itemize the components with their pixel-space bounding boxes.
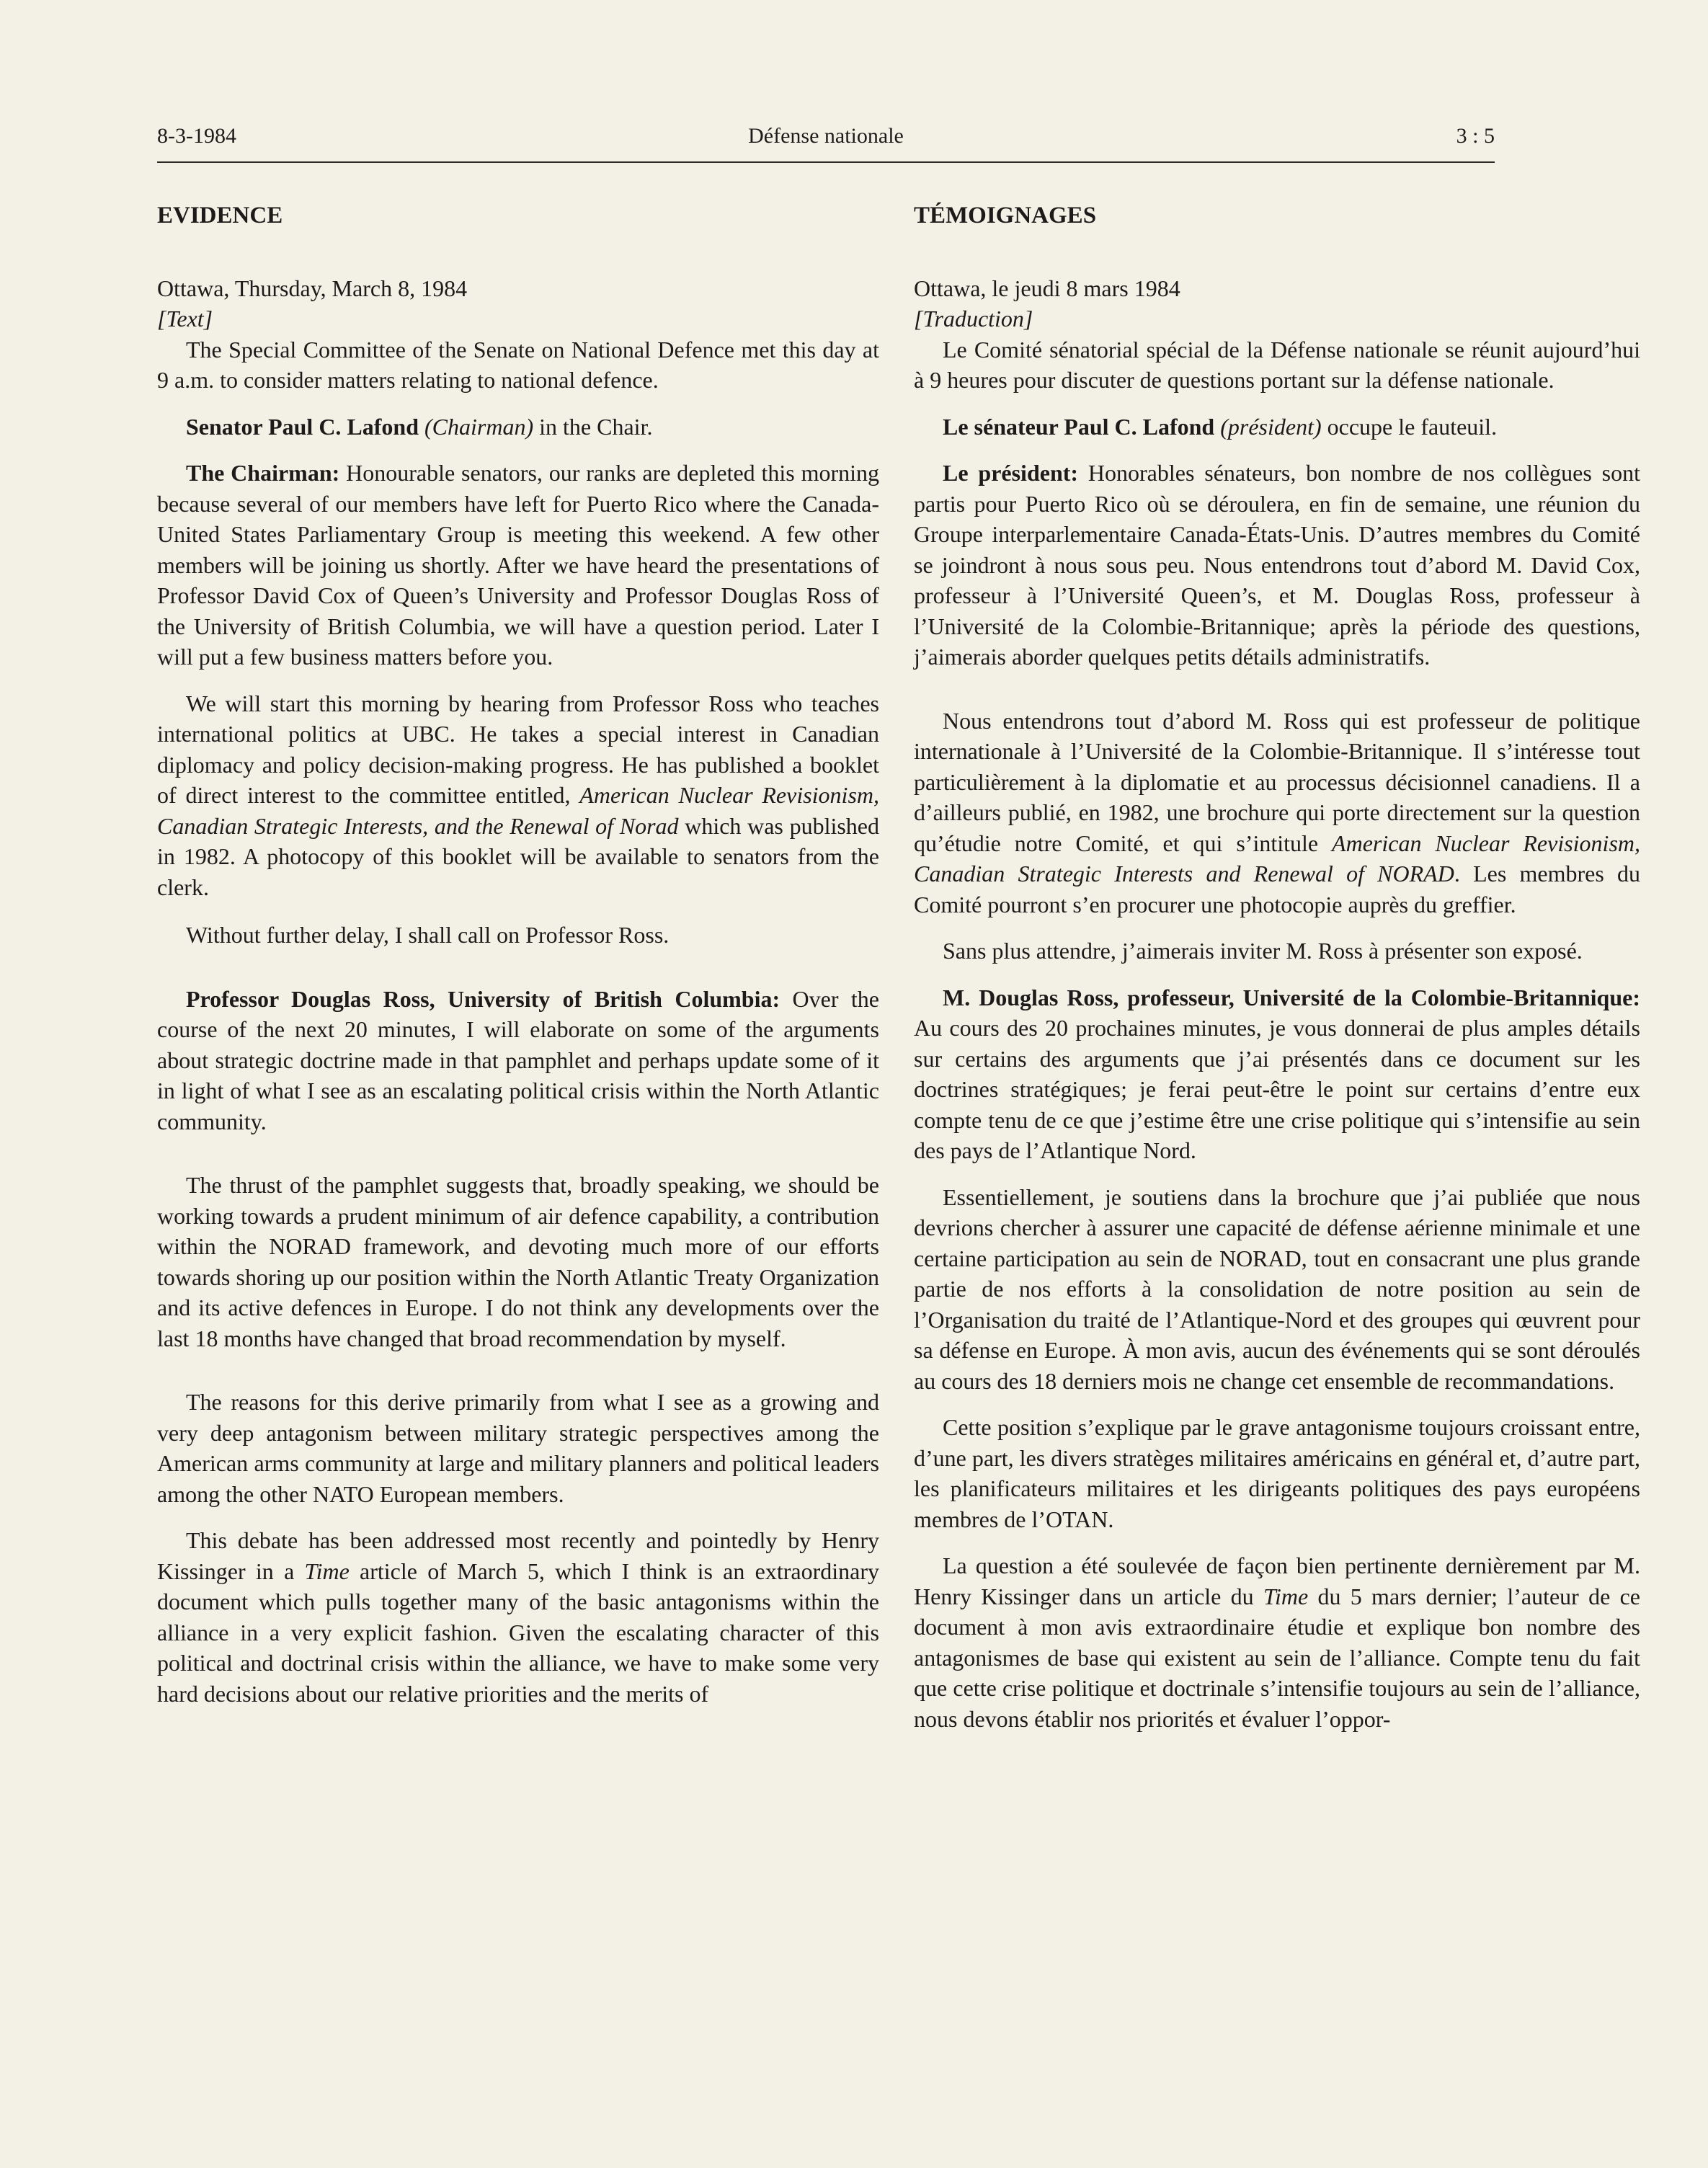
magazine-name: Time [304,1558,350,1584]
chair-rest: in the Chair. [533,413,653,440]
chair-paragraph [914,412,1640,443]
debate-text-a: La question a été soulevée de façon bien pertinente dernièrement par M. Henry Kissinger dans un article du [914,1552,1640,1609]
chairman-paragraph [157,458,879,672]
booklet-title: American Nuclear Revisionism, Canadian Strategic Interests, and the Renewal of Norad [157,782,880,839]
header-title: Défense nationale [748,124,904,148]
ross-intro-text-b: . Les membres du Comité pourront s’en procurer une photocopie auprès du greffier. [914,861,1641,918]
session-place-date: Ottawa, le jeudi 8 mars 1984 [914,275,1180,301]
ross-paragraph [914,982,1640,1166]
reasons-paragraph: Cette position s’explique par le grave antagonisme toujours croissant entre, d’une part, les divers stratèges militaires américains en général et, d’autre part, les planificateurs militaires et les dirigeants politiques des pays européens membres de l’OTAN. [914,1414,1640,1532]
ross-paragraph [157,984,879,1137]
magazine-name: Time [1263,1583,1309,1609]
thrust-paragraph: Essentiellement, je soutiens dans la brochure que j’ai publiée que nous devrions chercher à assurer une capacité de défense aérienne minimale et une certaine participation au sein de NORAD, tout en consacrant une plus grande partie de nos efforts à la consolidation de notre position au sein de l’Organisation du traité de l’Atlantique-Nord et des groupes qui œuvrent pour sa défense en Europe. À mon avis, aucun des événements qui se sont déroulés au cours des 18 derniers mois ne change cet ensemble de recommandations. [914,1183,1640,1394]
chair-paragraph [157,412,879,443]
ross-intro-text-a: Nous entendrons tout d’abord M. Ross qui est professeur de politique internationale à l’Université de la Colombie-Britannique. Il s’intéresse tout particulièrement à la diplomatie et au processus décisionnel canadiens. Il a d’ailleurs publié, en 1982, une brochure qui porte directement sur la question qu’étudie notre Comité, et qui s’intitule [914,707,1640,856]
speaker-text: Au cours des 20 prochaines minutes, je vous donnerai de plus amples détails sur certains des arguments que j’ai présentés dans ce document sur les doctrines stratégiques; je ferai peut-être le point sur certains d’entre eux compte tenu de ce que j’estime être une crise politique qui s’intensifie au sein des pays de l’Atlantique Nord. [914,1015,1640,1163]
call-paragraph: Sans plus attendre, j’aimerais inviter M. Ross à présenter son exposé. [943,938,1583,964]
section-heading: EVIDENCE [157,203,283,228]
call-paragraph: Without further delay, I shall call on Professor Ross. [186,922,670,948]
english-column [157,200,879,1725]
chair-role: (président) [1220,413,1322,440]
french-column [914,200,1640,1750]
opening-paragraph: Le Comité sénatorial spécial de la Défense nationale se réunit aujourd’hui à 9 heures pour discuter de questions portant sur la défense nationale. [914,336,1640,393]
chair-role: (Chairman) [424,413,534,440]
debate-text-a: This debate has been addressed most recently and pointedly by Henry Kissinger in a [157,1527,879,1584]
chairman-paragraph [914,458,1640,672]
speaker-label: M. Douglas Ross, professeur, Université de la Colombie-Britannique: [943,984,1640,1010]
ross-intro-paragraph [157,688,879,903]
header-rule [157,161,1495,163]
ross-intro-text-a: We will start this morning by hearing from Professor Ross who teaches international politics at UBC. He takes a special interest in Canadian diplomacy and policy decision-making progress. He has published a booklet of direct interest to the committee entitled, [157,690,879,808]
header-page-number: 3 : 5 [1456,124,1495,148]
page-header [157,124,1495,159]
opening-paragraph: The Special Committee of the Senate on National Defence met this day at 9 a.m. to consider matters relating to national defence. [157,336,879,393]
debate-text-b: du 5 mars dernier; l’auteur de ce document à mon avis extraordinaire étudie et explique bon nombre des antagonismes de base qui existent au sein de l’alliance. Compte tenu du fait que cette crise politique et doctrinale s’intensifie toujours au sein de l’alliance, nous devons établir nos priorités et évaluer l’oppor- [914,1583,1641,1732]
chair-name: Senator Paul C. Lafond [186,413,419,440]
speaker-label: Professor Douglas Ross, University of British Columbia: [186,985,780,1012]
ross-intro-text-b: which was published in 1982. A photocopy of this booklet will be available to senators from the clerk. [157,812,880,900]
speaker-label: Le président: [943,460,1079,486]
debate-paragraph [157,1525,879,1709]
speaker-text: Honourable senators, our ranks are depleted this morning because several of our members have left for Puerto Rico where the Canada-United States Parliamentary Group is meeting this weekend. A few other members will be joining us shortly. After we have heard the presentations of Professor David Cox of Queen’s University and Professor Douglas Ross of the University of British Columbia, we will have a question period. Later I will put a few business matters before you. [157,460,880,670]
chair-rest: occupe le fauteuil. [1321,413,1498,440]
speaker-text: Honorables sénateurs, bon nombre de nos collègues sont partis pour Puerto Rico où se déroulera, en fin de semaine, une réunion du Groupe interparlementaire Canada-États-Unis. D’autres membres du Comité se joindront à nous sous peu. Nous entendrons tout d’abord M. David Cox, professeur à l’Université Queen’s, et M. Douglas Ross, professeur à l’Université de la Colombie-Britannique; après la période des questions, j’aimerais aborder quelques petits détails administratifs. [914,460,1641,670]
session-place-date: Ottawa, Thursday, March 8, 1984 [157,275,468,301]
language-tag: [Traduction] [914,306,1033,332]
debate-text-b: article of March 5, which I think is an extraordinary document which pulls together many of the basic antagonisms within the alliance in a very explicit fashion. Given the escalating character of this political and doctrinal crisis within the alliance, we have to make some very hard decisions about our relative priorities and the merits of [157,1558,880,1707]
ross-intro-paragraph [914,706,1640,920]
thrust-paragraph: The thrust of the pamphlet suggests that, broadly speaking, we should be working towards a prudent minimum of air defence capability, a contribution within the NORAD framework, and devoting much more of our efforts towards shoring up our position within the North Atlantic Treaty Organization and its active defences in Europe. I do not think any developments over the last 18 months have changed that broad recommendation by myself. [157,1172,879,1351]
section-heading: TÉMOIGNAGES [914,203,1097,228]
speaker-text: Over the course of the next 20 minutes, I will elaborate on some of the arguments about strategic doctrine made in that pamphlet and perhaps update some of it in light of what I see as an escalating political crisis within the North Atlantic community. [157,985,880,1134]
header-date: 8-3-1984 [157,124,236,148]
speaker-label: The Chairman: [186,460,340,486]
chair-name: Le sénateur Paul C. Lafond [943,413,1215,440]
booklet-title: American Nuclear Revisionism, Canadian Strategic Interests and Renewal of NORAD [914,830,1641,887]
language-tag: [Text] [157,306,213,332]
debate-paragraph [914,1550,1640,1734]
reasons-paragraph: The reasons for this derive primarily from what I see as a growing and very deep antagonism between military strategic perspectives among the American arms community at large and military planners and political leaders among the other NATO European members. [157,1389,879,1507]
